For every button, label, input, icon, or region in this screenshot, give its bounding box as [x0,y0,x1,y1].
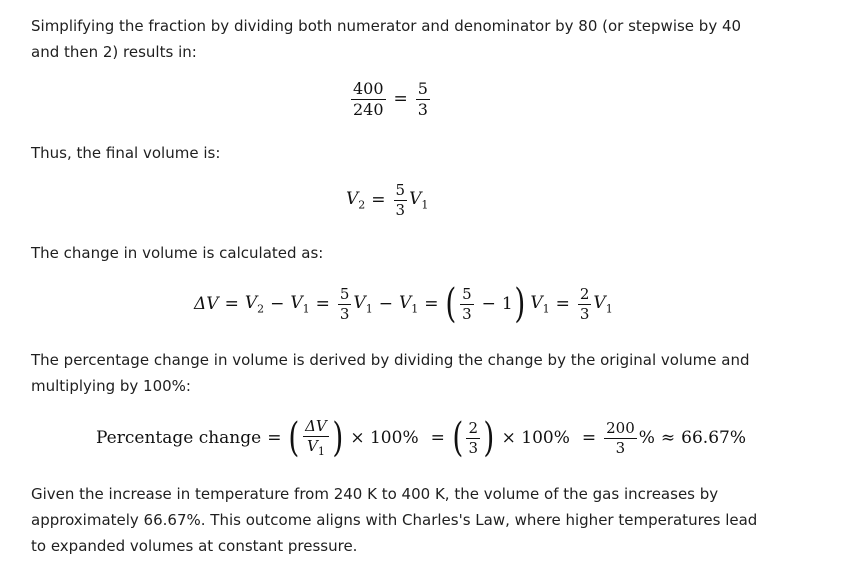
fraction-5-3 [460,286,474,322]
v1-symbol: $V_1$ [409,188,429,212]
denominator: $V_1$ [306,436,325,458]
paragraph-conclusion: Given the increase in temperature from 240 K to 400 K, the volume of the gas increases by approximately 66.67%. This outcome aligns with Charles's Law, where higher temperatures lead to expanded volumes at constant pressure. [31,485,758,555]
equals-sign: = [430,428,445,448]
v2-symbol: $V_2$ [244,292,265,316]
equals-sign: = [393,89,408,110]
numerator: 5 [417,79,428,98]
equals-sign: = [424,294,439,314]
right-paren: ) [483,415,495,461]
v2-symbol: $V_2$ [346,188,366,212]
fraction-5-3 [394,182,408,218]
right-paren: ) [514,281,525,327]
fraction-400-240 [351,80,386,118]
minus-sign: − [378,294,393,314]
fraction-5-3 [338,286,352,322]
fraction-deltav-v1 [303,418,329,458]
numerator: ΔV [305,417,327,436]
paragraph-percentage-change: The percentage change in volume is derived by dividing the change by the original volume and multiplying by 100%: [31,351,750,395]
denominator: 3 [615,438,626,457]
denominator: 3 [462,304,472,323]
equals-sign: = [555,294,570,314]
one-constant: 1 [501,294,513,314]
paragraph-final-volume: Thus, the final volume is: [31,144,221,162]
equals-sign: = [581,428,597,448]
times-100-percent: × 100% [501,428,570,448]
numerator: 5 [462,285,472,303]
equation-percentage-change [96,415,746,461]
denominator: 3 [417,99,428,119]
equation-final-volume [346,182,428,218]
equals-sign: = [267,428,282,448]
paragraph-simplifying: Simplifying the fraction by dividing both numerator and denominator by 80 (or stepwise by 40 and then 2) results in: [31,17,742,61]
numerator: 2 [579,285,590,303]
right-paren: ) [332,415,344,461]
equation-change-volume [194,281,613,327]
numerator: 2 [468,419,478,437]
denominator: 3 [339,304,350,323]
numerator: 400 [353,79,384,98]
equals-sign: = [315,294,330,314]
times-100-percent: × 100% [350,428,419,448]
v1-symbol: $V_1$ [353,292,373,316]
denominator: 3 [579,304,590,323]
left-paren: ( [452,415,464,461]
v1-symbol: $V_1$ [530,292,550,316]
equation-fraction-simplify [349,80,432,118]
result-value: 66.67% [681,428,746,448]
denominator: 3 [468,438,478,457]
fraction-2-3 [578,286,592,322]
v1-symbol: $V_1$ [290,292,310,316]
fraction-2-3 [466,420,480,456]
v1-symbol: $V_1$ [593,292,613,316]
equals-sign: = [224,294,239,314]
denominator: 240 [353,99,384,119]
minus-sign: − [481,294,496,314]
delta-v-symbol: ΔV [194,294,219,314]
numerator: 5 [395,181,406,199]
approx-sign: ≈ [660,428,676,448]
v1-symbol: $V_1$ [398,292,419,316]
left-paren: ( [288,415,300,461]
minus-sign: − [270,294,285,314]
percent-sign: % [638,428,655,448]
paragraph-change-volume: The change in volume is calculated as: [31,244,324,262]
numerator: 200 [606,419,635,437]
denominator: 3 [395,200,406,219]
fraction-200-3 [604,420,637,456]
left-paren: ( [445,281,457,327]
fraction-5-3 [416,80,430,118]
percentage-change-label: Percentage change [96,428,262,448]
equals-sign: = [371,190,386,210]
numerator: 5 [339,285,350,303]
